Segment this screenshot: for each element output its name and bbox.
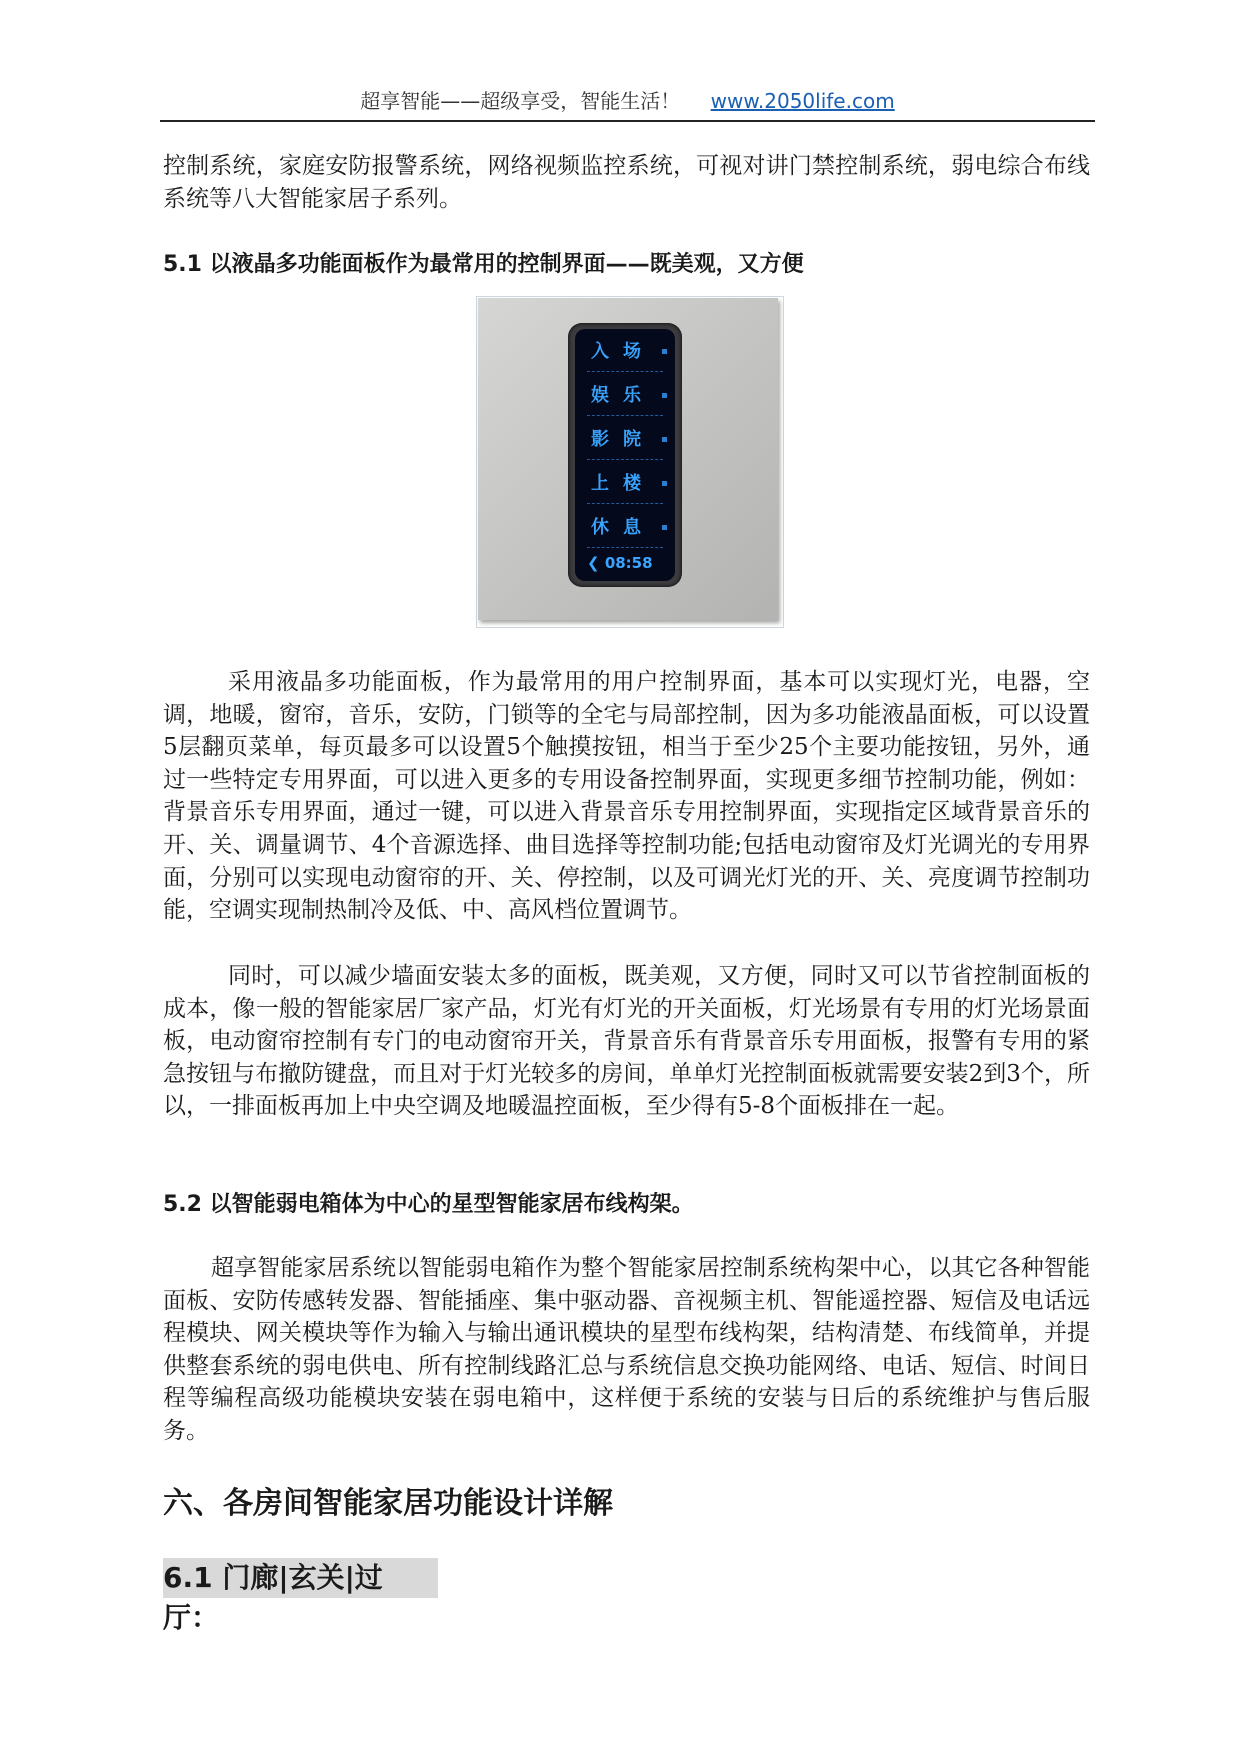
lcd-scene-item bbox=[575, 425, 675, 455]
header-slogan: 超享智能——超级享受，智能生活！ bbox=[360, 89, 681, 113]
lcd-divider bbox=[587, 547, 663, 548]
header-site-link[interactable]: www.2050life.com bbox=[710, 89, 895, 113]
lcd-scene-label: 上楼 bbox=[591, 473, 655, 494]
lcd-time-row bbox=[575, 551, 675, 575]
section-5-1-paragraph-1: 采用液晶多功能面板，作为最常用的用户控制界面，基本可以实现灯光，电器，空调，地暖，窗帘，音乐，安防，门锁等的全宅与局部控制，因为多功能液晶面板，可以设置5层翻页菜单，每页最多可以设置5个触摸按钮，相当于至少25个主要功能按钮，另外，通过一些特定专用界面，可以进入更多的专用设备控制界面，实现更多细节控制功能，例如：背景音乐专用界面，通过一键，可以进入背景音乐专用控制界面，实现指定区域背景音乐的开、关、调量调节、4个音源选择、曲目选择等控制功能;包括电动窗帘及灯光调光的专用界面，分别可以实现电动窗帘的开、关、停控制，以及可调光灯光的开、关、亮度调节控制功能，空调实现制热制冷及低、中、高风档位置调节。 bbox=[163, 669, 1090, 924]
lcd-scene-item bbox=[575, 381, 675, 411]
chevron-left-icon: ❮ bbox=[587, 554, 600, 572]
lcd-divider bbox=[587, 371, 663, 372]
indicator-dot-icon bbox=[662, 393, 667, 398]
lcd-scene-label: 影院 bbox=[591, 429, 655, 450]
indicator-dot-icon bbox=[662, 349, 667, 354]
lcd-time: 08:58 bbox=[604, 554, 653, 572]
lcd-scene-label: 休息 bbox=[591, 517, 655, 538]
lcd-scene-label: 入场 bbox=[591, 341, 655, 362]
intro-paragraph: 控制系统，家庭安防报警系统，网络视频监控系统，可视对讲门禁控制系统，弱电综合布线系统等八大智能家居子系列。 bbox=[163, 153, 1090, 212]
section-5-1-heading: 5.1 以液晶多功能面板作为最常用的控制界面——既美观，又方便 bbox=[163, 252, 804, 277]
lcd-divider bbox=[587, 459, 663, 460]
lcd-screen bbox=[575, 329, 675, 581]
lcd-scene-item bbox=[575, 513, 675, 543]
section-6-heading: 六、各房间智能家居功能设计详解 bbox=[163, 1486, 613, 1521]
indicator-dot-icon bbox=[662, 437, 667, 442]
lcd-scene-item bbox=[575, 337, 675, 367]
lcd-scene-item bbox=[575, 469, 675, 499]
page-header bbox=[160, 86, 1095, 122]
section-6-1-heading: 6.1 门廊|玄关|过厅： bbox=[163, 1558, 438, 1598]
lcd-scene-label: 娱乐 bbox=[591, 385, 655, 406]
lcd-divider bbox=[587, 415, 663, 416]
section-5-2-paragraph: 超享智能家居系统以智能弱电箱作为整个智能家居控制系统构架中心，以其它各种智能面板、安防传感转发器、智能插座、集中驱动器、音视频主机、智能遥控器、短信及电话远程模块、网关模块等作为输入与输出通讯模块的星型布线构架，结构清楚、布线简单，并提供整套系统的弱电供电、所有控制线路汇总与系统信息交换功能网络、电话、短信、时间日程等编程高级功能模块安装在弱电箱中，这样便于系统的安装与日后的系统维护与售后服务。 bbox=[163, 1255, 1090, 1444]
indicator-dot-icon bbox=[662, 481, 667, 486]
section-5-2-heading: 5.2 以智能弱电箱体为中心的星型智能家居布线构架。 bbox=[163, 1192, 694, 1217]
lcd-divider bbox=[587, 503, 663, 504]
section-5-1-paragraph-2: 同时，可以减少墙面安装太多的面板，既美观，又方便，同时又可以节省控制面板的成本，像一般的智能家居厂家产品，灯光有灯光的开关面板，灯光场景有专用的灯光场景面板，电动窗帘控制有专门的电动窗帘开关，背景音乐有背景音乐专用面板，报警有专用的紧急按钮与布撤防键盘，而且对于灯光较多的房间，单单灯光控制面板就需要安装2到3个，所以，一排面板再加上中央空调及地暖温控面板，至少得有5-8个面板排在一起。 bbox=[163, 963, 1090, 1120]
indicator-dot-icon bbox=[662, 525, 667, 530]
